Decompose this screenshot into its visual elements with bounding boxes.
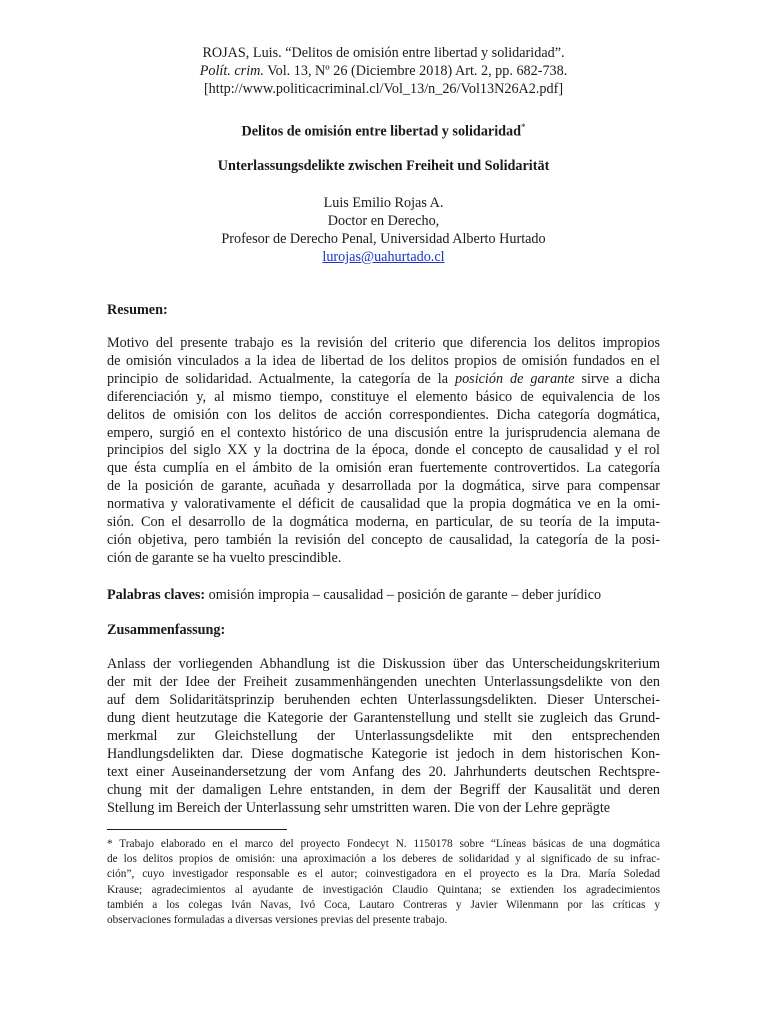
footnote-line: también a los colegas Iván Navas, Ivó Coca, Lautaro Contreras y Javier Wilenmann por las críticas y — [107, 898, 660, 911]
resumen-line: delitos de omisión con los delitos de acción correspondientes. Dicha categoría dogmática, — [107, 406, 660, 423]
resumen-line: Motivo del presente trabajo es la revisión del criterio que diferencia los delitos impropios — [107, 334, 660, 351]
footnote-marker: * — [521, 122, 526, 132]
zusammenfassung-line: auf dem Solidaritätsprinzip beruhenden echten Unterlassungsdelikten. Dieser Unterschei- — [107, 692, 660, 709]
title-spanish-text: Delitos de omisión entre libertad y solidaridad — [241, 123, 522, 140]
resumen-line: de omisión vinculados a la idea de libertad de los delitos propios de omisión fundados en el — [107, 352, 660, 369]
zusammenfassung-line: dung dient heutzutage die Kategorie der Garantenstellung und stellt sie zugleich das Grund- — [107, 709, 660, 726]
author-position: Profesor de Derecho Penal, Universidad Alberto Hurtado — [221, 230, 546, 247]
citation-line-1: ROJAS, Luis. “Delitos de omisión entre libertad y solidaridad”. — [202, 45, 565, 61]
text-fragment: principio de solidaridad. Actualmente, la categoría de la — [107, 370, 455, 387]
author-name: Luis Emilio Rojas A. — [323, 194, 444, 211]
resumen-line: ción objetiva, pero también la revisión del concepto de causalidad, la categoría de la posi- — [107, 532, 660, 549]
citation-volume: Vol. 13, Nº 26 (Diciembre 2018) Art. 2, pp. 682-738. — [263, 63, 568, 79]
keywords-text: omisión impropia – causalidad – posición de garante – deber jurídico — [205, 587, 602, 604]
author-degree: Doctor en Derecho, — [327, 212, 440, 229]
footnote — [107, 837, 660, 929]
title-german: Unterlassungsdelikte zwischen Freiheit und Solidarität — [217, 157, 550, 174]
resumen-line: diferenciación y, al mismo tiempo, constituye el elemento básico de equivalencia de los — [107, 388, 660, 405]
citation-header — [107, 44, 660, 98]
keywords-label: Palabras claves: — [107, 587, 206, 604]
resumen-line: principios del siglo XX y la doctrina de la época, donde el concepto de causalidad y el rol — [107, 442, 660, 459]
zusammenfassung-line: der mit der Idee der Freiheit zusammenhängenden unechten Unterlassungsdelikte von den — [107, 674, 660, 691]
zusammenfassung-heading: Zusammenfassung: — [107, 622, 226, 639]
text-fragment: sirve a dicha — [574, 370, 660, 387]
zusammenfassung-paragraph — [107, 656, 660, 818]
footnote-line: Krause; agradecimientos al ayudante de investigación Claudio Quintana; se extienden los agradecimientos — [107, 883, 660, 896]
citation-line-2 — [107, 62, 660, 80]
zusammenfassung-line: chung mit der damaligen Lehre entstanden, in dem der Begriff der Kausalität und deren — [107, 781, 660, 798]
resumen-line — [107, 371, 660, 389]
footnote-line: ción”, cuyo investigador responsable es el autor; coinvestigadora en el proyecto es la Dra. María Soledad — [107, 868, 660, 881]
title-spanish — [107, 118, 660, 141]
keywords-line — [107, 586, 660, 604]
footnote-line: * Trabajo elaborado en el marco del proyecto Fondecyt N. 1150178 sobre “Líneas básicas de una dogmática — [107, 837, 660, 850]
zusammenfassung-line: Anlass der vorliegenden Abhandlung ist die Diskussion über das Unterscheidungskriterium — [107, 656, 660, 673]
resumen-line: normativa y valorativamente el déficit de causalidad que la propia dogmática ve en la omi- — [107, 496, 660, 513]
zusammenfassung-line: Handlungsdelikten dar. Diese dogmatische Kategorie ist jedoch in dem historischen Kon- — [107, 745, 660, 762]
page-content — [107, 0, 660, 928]
zusammenfassung-line: Stellung im Bereich der Unterlassung sehr umstritten waren. Die von der Lehre geprägte — [107, 799, 611, 816]
footnote-line: de los delitos propios de omisión: una aproximación a los deberes de solidaridad y al significado de su infrac- — [107, 853, 660, 865]
zusammenfassung-line: text einer Auseinandersetzung der vom Anfang des 20. Jahrhunderts deutschen Rechtspre- — [107, 763, 660, 780]
resumen-heading: Resumen: — [107, 301, 168, 318]
emphasis-text: posición de garante — [454, 370, 575, 387]
resumen-line: de la posición de garante, acuñada y desarrollada por la dogmática, sirve para compensar — [107, 478, 660, 495]
author-email-link[interactable]: lurojas@uahurtado.cl — [322, 248, 445, 265]
footnote-separator — [107, 829, 287, 830]
resumen-line: que ésta cumplía en el ámbito de la omisión eran fuertemente controvertidos. La categoría — [107, 460, 660, 477]
resumen-line: empero, surgió en el contexto histórico de una discusión entre la jurisprudencia alemana de — [107, 424, 660, 441]
journal-name: Polít. crim. — [199, 63, 264, 79]
citation-url: [http://www.politicacriminal.cl/Vol_13/n_26/Vol13N26A2.pdf] — [203, 81, 564, 97]
author-block — [107, 194, 660, 266]
resumen-line: sión. Con el desarrollo de la dogmática moderna, en particular, de su teoría de la imputa- — [107, 514, 660, 531]
resumen-paragraph — [107, 335, 660, 568]
footnote-line: observaciones formuladas a diversas versiones previas del presente trabajo. — [107, 914, 448, 927]
zusammenfassung-line: merkmal zur Gleichstellung der Unterlassungsdelikte mit den entsprechenden — [107, 727, 660, 744]
resumen-line: ción de garante se ha vuelto prescindible. — [107, 550, 342, 567]
